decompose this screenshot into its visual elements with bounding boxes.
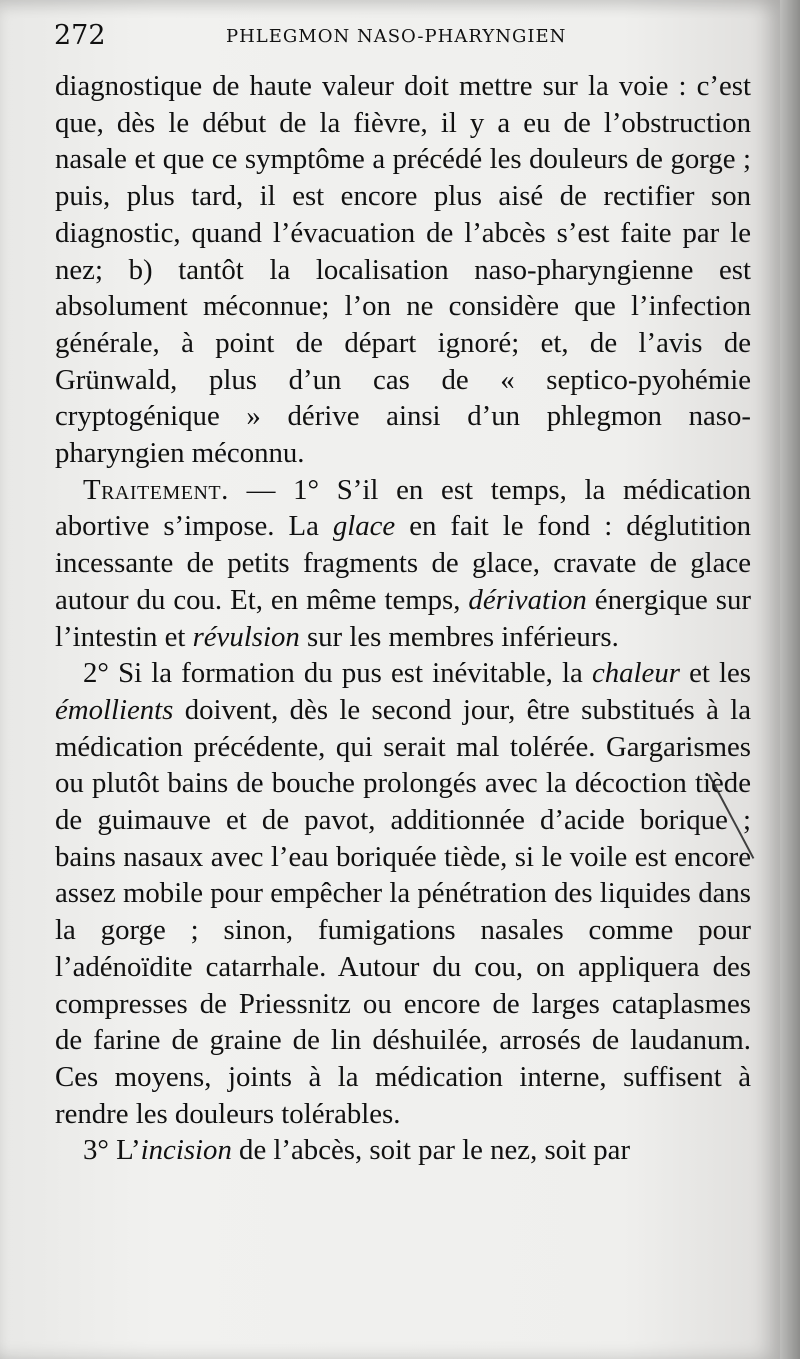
paragraph-treatment-2: 2° Si la formation du pus est inévitable, la chaleur et les émollients doivent, dès le second jour, être substitués à la médication précédente, qui serait mal tolérée. Gargarismes ou plutôt bains de bouche prolongés avec la décoction tiède de guimauve et de pavot, additionnée d’acide borique ; bains nasaux avec l’eau boriquée tiède, si le voile est encore assez mobile pour empêcher la pénétration des liquides dans la gorge ; sinon, fumigations nasales comme pour l’adénoïdite catarrhale. Autour du cou, on appliquera des compresses de Priessnitz ou encore de larges cataplasmes de farine de graine de lin déshuilée, arrosés de laudanum. Ces moyens, joints à la médication interne, suffisent à rendre les douleurs tolérables. [55, 657, 751, 1130]
paragraph-treatment-1: Traitement. — 1° S’il en est temps, la médication abortive s’impose. La glace en fait le fond : déglutition incessante de petits fragments de glace, cravate de glace autour du cou. Et, en même temps, dérivation énergique sur l’intestin et révulsion sur les membres inférieurs. [55, 473, 751, 653]
section-label-traitement: Traitement. [83, 473, 229, 506]
running-head: PHLEGMON NASO-PHARYNGIEN [226, 26, 567, 47]
page-header [54, 18, 750, 54]
term-chaleur: chaleur [591, 657, 680, 690]
term-incision: incision [140, 1134, 232, 1167]
page-edge-shadow [780, 0, 800, 1359]
paragraph-treatment-3: 3° L’incision de l’abcès, soit par le nez, soit par [83, 1134, 631, 1167]
term-emollients: émollients [55, 693, 174, 726]
term-revulsion: révulsion [192, 620, 300, 653]
term-glace: glace [332, 510, 396, 543]
paragraph-diagnostic: diagnostique de haute valeur doit mettre sur la voie : c’est que, dès le début de la fièvre, il y a eu de l’obstruction nasale et que ce symptôme a précédé les douleurs de gorge ; puis, plus tard, il est encore plus aisé de rectifier son diagnostic, quand l’évacuation de l’abcès s’est faite par le nez; b) tantôt la localisation naso-pharyngienne est absolument méconnue; l’on ne considère que l’infection générale, à point de départ ignoré; et, de l’avis de Grünwald, plus d’un cas de « septico-pyohémie cryptogénique » dérive ainsi d’un phlegmon naso-pharyngien méconnu. [55, 70, 751, 470]
term-derivation: dérivation [468, 583, 587, 616]
body-text [55, 68, 751, 1169]
page-number: 272 [54, 20, 106, 51]
